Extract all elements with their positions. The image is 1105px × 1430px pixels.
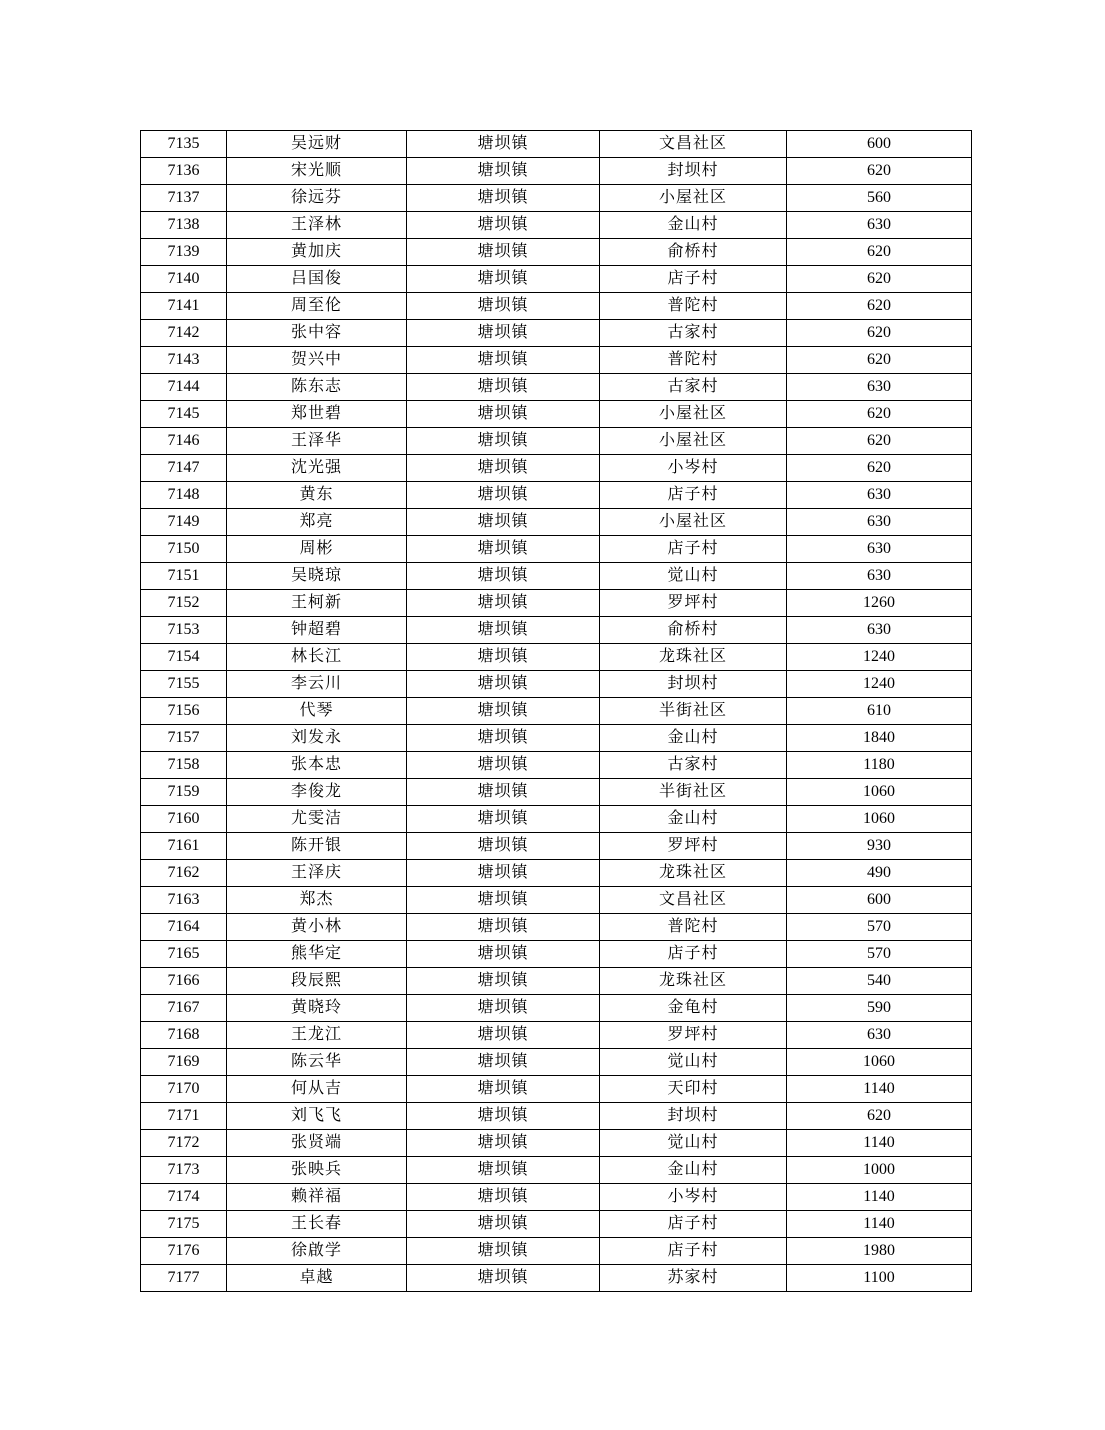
table-cell-town: 塘坝镇 [407, 1157, 600, 1184]
table-cell-id: 7173 [141, 1157, 227, 1184]
table-cell-amount: 560 [787, 185, 972, 212]
table-row [141, 158, 972, 185]
table-cell-amount: 1240 [787, 644, 972, 671]
table-row [141, 563, 972, 590]
table-cell-village: 龙珠社区 [600, 644, 787, 671]
table-cell-village: 金龟村 [600, 995, 787, 1022]
table-cell-name: 张贤端 [227, 1130, 407, 1157]
table-cell-name: 贺兴中 [227, 347, 407, 374]
table-cell-name: 熊华定 [227, 941, 407, 968]
table-row [141, 941, 972, 968]
table-row [141, 1265, 972, 1292]
table-row [141, 1076, 972, 1103]
table-cell-id: 7150 [141, 536, 227, 563]
table-cell-town: 塘坝镇 [407, 1238, 600, 1265]
table-cell-amount: 630 [787, 563, 972, 590]
table-cell-id: 7155 [141, 671, 227, 698]
table-row [141, 806, 972, 833]
table-cell-name: 王长春 [227, 1211, 407, 1238]
table-cell-id: 7139 [141, 239, 227, 266]
table-cell-village: 半街社区 [600, 698, 787, 725]
table-cell-name: 徐远芬 [227, 185, 407, 212]
table-cell-amount: 620 [787, 455, 972, 482]
table-cell-id: 7138 [141, 212, 227, 239]
table-cell-village: 文昌社区 [600, 887, 787, 914]
table-cell-town: 塘坝镇 [407, 185, 600, 212]
table-cell-town: 塘坝镇 [407, 887, 600, 914]
table-cell-town: 塘坝镇 [407, 1265, 600, 1292]
table-cell-town: 塘坝镇 [407, 752, 600, 779]
table-cell-name: 林长江 [227, 644, 407, 671]
table-cell-village: 觉山村 [600, 1049, 787, 1076]
table-cell-amount: 1140 [787, 1076, 972, 1103]
table-cell-village: 普陀村 [600, 914, 787, 941]
table-cell-amount: 630 [787, 509, 972, 536]
table-cell-id: 7141 [141, 293, 227, 320]
table-cell-amount: 630 [787, 482, 972, 509]
table-cell-town: 塘坝镇 [407, 806, 600, 833]
table-row [141, 266, 972, 293]
table-cell-town: 塘坝镇 [407, 1211, 600, 1238]
table-cell-town: 塘坝镇 [407, 779, 600, 806]
table-cell-amount: 1060 [787, 779, 972, 806]
table-cell-village: 小屋社区 [600, 185, 787, 212]
table-cell-name: 郑世碧 [227, 401, 407, 428]
table-cell-village: 店子村 [600, 482, 787, 509]
table-cell-town: 塘坝镇 [407, 158, 600, 185]
table-cell-village: 龙珠社区 [600, 968, 787, 995]
table-cell-village: 俞桥村 [600, 239, 787, 266]
table-cell-town: 塘坝镇 [407, 698, 600, 725]
table-cell-id: 7136 [141, 158, 227, 185]
table-cell-name: 代琴 [227, 698, 407, 725]
table-cell-id: 7156 [141, 698, 227, 725]
table-cell-amount: 630 [787, 536, 972, 563]
table-row [141, 1238, 972, 1265]
table-cell-name: 王柯新 [227, 590, 407, 617]
table-cell-town: 塘坝镇 [407, 995, 600, 1022]
table-row [141, 644, 972, 671]
table-cell-amount: 620 [787, 1103, 972, 1130]
table-cell-village: 俞桥村 [600, 617, 787, 644]
table-cell-id: 7166 [141, 968, 227, 995]
table-cell-village: 封坝村 [600, 1103, 787, 1130]
table-cell-amount: 570 [787, 914, 972, 941]
table-row [141, 914, 972, 941]
table-cell-town: 塘坝镇 [407, 374, 600, 401]
table-row [141, 1184, 972, 1211]
table-cell-name: 周彬 [227, 536, 407, 563]
table-cell-village: 普陀村 [600, 293, 787, 320]
table-cell-id: 7148 [141, 482, 227, 509]
table-cell-town: 塘坝镇 [407, 644, 600, 671]
table-row [141, 1157, 972, 1184]
table-cell-amount: 1100 [787, 1265, 972, 1292]
table-cell-village: 苏家村 [600, 1265, 787, 1292]
table-cell-village: 小屋社区 [600, 401, 787, 428]
table-cell-amount: 620 [787, 239, 972, 266]
table-cell-town: 塘坝镇 [407, 131, 600, 158]
table-cell-amount: 620 [787, 401, 972, 428]
table-cell-name: 张本忠 [227, 752, 407, 779]
table-cell-town: 塘坝镇 [407, 968, 600, 995]
table-cell-id: 7165 [141, 941, 227, 968]
table-cell-id: 7169 [141, 1049, 227, 1076]
table-cell-town: 塘坝镇 [407, 1184, 600, 1211]
table-cell-village: 店子村 [600, 1238, 787, 1265]
table-cell-name: 徐啟学 [227, 1238, 407, 1265]
table-cell-town: 塘坝镇 [407, 428, 600, 455]
table-cell-amount: 600 [787, 131, 972, 158]
table-cell-id: 7140 [141, 266, 227, 293]
table-cell-name: 段辰熙 [227, 968, 407, 995]
table-cell-amount: 570 [787, 941, 972, 968]
table-row [141, 995, 972, 1022]
table-row [141, 725, 972, 752]
table-row [141, 455, 972, 482]
table-cell-id: 7171 [141, 1103, 227, 1130]
table-cell-village: 罗坪村 [600, 590, 787, 617]
table-cell-id: 7163 [141, 887, 227, 914]
table-cell-amount: 630 [787, 617, 972, 644]
table-cell-name: 王泽庆 [227, 860, 407, 887]
table-cell-village: 古家村 [600, 320, 787, 347]
table-cell-town: 塘坝镇 [407, 1103, 600, 1130]
table-cell-village: 店子村 [600, 1211, 787, 1238]
table-cell-id: 7159 [141, 779, 227, 806]
table-cell-amount: 620 [787, 293, 972, 320]
table-cell-name: 王龙江 [227, 1022, 407, 1049]
table-cell-village: 店子村 [600, 266, 787, 293]
table-cell-name: 黄东 [227, 482, 407, 509]
table-cell-town: 塘坝镇 [407, 212, 600, 239]
table-cell-name: 尤雯洁 [227, 806, 407, 833]
table-cell-id: 7157 [141, 725, 227, 752]
table-cell-village: 店子村 [600, 536, 787, 563]
table-cell-id: 7145 [141, 401, 227, 428]
table-cell-name: 宋光顺 [227, 158, 407, 185]
table-row [141, 833, 972, 860]
table-cell-name: 陈云华 [227, 1049, 407, 1076]
table-row [141, 374, 972, 401]
table-cell-name: 王泽华 [227, 428, 407, 455]
table-row [141, 1211, 972, 1238]
table-cell-town: 塘坝镇 [407, 266, 600, 293]
table-row [141, 968, 972, 995]
table-cell-village: 古家村 [600, 752, 787, 779]
table-cell-town: 塘坝镇 [407, 1076, 600, 1103]
table-cell-amount: 1840 [787, 725, 972, 752]
table-body [141, 131, 972, 1292]
table-cell-village: 觉山村 [600, 563, 787, 590]
table-cell-name: 周至伦 [227, 293, 407, 320]
table-cell-amount: 630 [787, 212, 972, 239]
table-cell-town: 塘坝镇 [407, 455, 600, 482]
table-cell-id: 7162 [141, 860, 227, 887]
table-cell-village: 觉山村 [600, 1130, 787, 1157]
table-cell-town: 塘坝镇 [407, 671, 600, 698]
table-cell-amount: 620 [787, 428, 972, 455]
table-cell-town: 塘坝镇 [407, 239, 600, 266]
table-cell-amount: 610 [787, 698, 972, 725]
table-cell-village: 金山村 [600, 806, 787, 833]
table-cell-name: 陈东志 [227, 374, 407, 401]
table-cell-village: 金山村 [600, 212, 787, 239]
table-row [141, 509, 972, 536]
table-row [141, 536, 972, 563]
table-cell-village: 小岑村 [600, 1184, 787, 1211]
table-cell-town: 塘坝镇 [407, 590, 600, 617]
table-cell-village: 罗坪村 [600, 1022, 787, 1049]
table-cell-town: 塘坝镇 [407, 401, 600, 428]
table-cell-amount: 1000 [787, 1157, 972, 1184]
table-cell-id: 7174 [141, 1184, 227, 1211]
table-cell-town: 塘坝镇 [407, 347, 600, 374]
table-cell-village: 金山村 [600, 1157, 787, 1184]
table-row [141, 212, 972, 239]
table-cell-town: 塘坝镇 [407, 536, 600, 563]
table-cell-town: 塘坝镇 [407, 941, 600, 968]
table-row [141, 185, 972, 212]
table-cell-id: 7146 [141, 428, 227, 455]
table-cell-amount: 620 [787, 320, 972, 347]
table-cell-name: 李云川 [227, 671, 407, 698]
table-row [141, 239, 972, 266]
table-cell-village: 半街社区 [600, 779, 787, 806]
table-cell-amount: 1980 [787, 1238, 972, 1265]
table-cell-village: 文昌社区 [600, 131, 787, 158]
table-cell-amount: 590 [787, 995, 972, 1022]
table-cell-id: 7175 [141, 1211, 227, 1238]
table-cell-name: 卓越 [227, 1265, 407, 1292]
table-row [141, 779, 972, 806]
table-cell-id: 7168 [141, 1022, 227, 1049]
table-row [141, 698, 972, 725]
table-cell-name: 何从吉 [227, 1076, 407, 1103]
table-row [141, 887, 972, 914]
table-cell-id: 7152 [141, 590, 227, 617]
table-cell-village: 封坝村 [600, 158, 787, 185]
table-cell-town: 塘坝镇 [407, 725, 600, 752]
table-cell-name: 郑杰 [227, 887, 407, 914]
table-cell-amount: 1260 [787, 590, 972, 617]
table-cell-town: 塘坝镇 [407, 617, 600, 644]
table-cell-id: 7147 [141, 455, 227, 482]
table-cell-town: 塘坝镇 [407, 860, 600, 887]
table-cell-town: 塘坝镇 [407, 1049, 600, 1076]
table-cell-name: 钟超碧 [227, 617, 407, 644]
table-row [141, 590, 972, 617]
table-cell-village: 小屋社区 [600, 428, 787, 455]
table-cell-name: 黄晓玲 [227, 995, 407, 1022]
table-cell-amount: 930 [787, 833, 972, 860]
table-cell-id: 7144 [141, 374, 227, 401]
table-cell-name: 吕国俊 [227, 266, 407, 293]
table-cell-id: 7135 [141, 131, 227, 158]
table-cell-amount: 1180 [787, 752, 972, 779]
table-cell-name: 赖祥福 [227, 1184, 407, 1211]
table-cell-amount: 490 [787, 860, 972, 887]
table-row [141, 671, 972, 698]
table-cell-town: 塘坝镇 [407, 509, 600, 536]
table-cell-name: 吴晓琼 [227, 563, 407, 590]
table-cell-amount: 620 [787, 347, 972, 374]
table-row [141, 428, 972, 455]
table-cell-amount: 620 [787, 158, 972, 185]
table-cell-amount: 1140 [787, 1211, 972, 1238]
table-cell-amount: 620 [787, 266, 972, 293]
table-cell-name: 吴远财 [227, 131, 407, 158]
table-cell-village: 封坝村 [600, 671, 787, 698]
table-cell-id: 7160 [141, 806, 227, 833]
table-cell-name: 刘飞飞 [227, 1103, 407, 1130]
table-cell-name: 张映兵 [227, 1157, 407, 1184]
table-cell-id: 7153 [141, 617, 227, 644]
table-cell-town: 塘坝镇 [407, 320, 600, 347]
table-cell-town: 塘坝镇 [407, 1022, 600, 1049]
table-cell-amount: 600 [787, 887, 972, 914]
table-cell-id: 7149 [141, 509, 227, 536]
table-cell-name: 郑亮 [227, 509, 407, 536]
table-row [141, 320, 972, 347]
table-cell-id: 7151 [141, 563, 227, 590]
table-cell-village: 店子村 [600, 941, 787, 968]
table-cell-amount: 1060 [787, 806, 972, 833]
table-cell-name: 沈光强 [227, 455, 407, 482]
table-row [141, 131, 972, 158]
table-cell-village: 罗坪村 [600, 833, 787, 860]
table-row [141, 617, 972, 644]
table-cell-name: 黄小林 [227, 914, 407, 941]
table-cell-village: 龙珠社区 [600, 860, 787, 887]
table-cell-id: 7161 [141, 833, 227, 860]
table-cell-amount: 1060 [787, 1049, 972, 1076]
table-cell-name: 黄加庆 [227, 239, 407, 266]
table-row [141, 1049, 972, 1076]
table-cell-town: 塘坝镇 [407, 833, 600, 860]
table-cell-amount: 1140 [787, 1184, 972, 1211]
table-cell-amount: 1140 [787, 1130, 972, 1157]
table-row [141, 401, 972, 428]
data-table [140, 130, 972, 1292]
table-cell-village: 小屋社区 [600, 509, 787, 536]
table-cell-amount: 630 [787, 374, 972, 401]
table-row [141, 1022, 972, 1049]
table-cell-name: 张中容 [227, 320, 407, 347]
table-row [141, 482, 972, 509]
table-cell-village: 天印村 [600, 1076, 787, 1103]
table-cell-village: 金山村 [600, 725, 787, 752]
table-cell-amount: 540 [787, 968, 972, 995]
table-cell-id: 7172 [141, 1130, 227, 1157]
table-cell-id: 7154 [141, 644, 227, 671]
table-cell-id: 7164 [141, 914, 227, 941]
table-row [141, 1103, 972, 1130]
table-cell-id: 7143 [141, 347, 227, 374]
table-row [141, 293, 972, 320]
table-cell-name: 刘发永 [227, 725, 407, 752]
table-cell-amount: 630 [787, 1022, 972, 1049]
table-cell-name: 王泽林 [227, 212, 407, 239]
table-cell-id: 7158 [141, 752, 227, 779]
table-row [141, 1130, 972, 1157]
table-cell-town: 塘坝镇 [407, 914, 600, 941]
table-cell-name: 陈开银 [227, 833, 407, 860]
table-cell-town: 塘坝镇 [407, 1130, 600, 1157]
table-cell-id: 7137 [141, 185, 227, 212]
table-cell-id: 7167 [141, 995, 227, 1022]
table-cell-village: 普陀村 [600, 347, 787, 374]
table-cell-id: 7177 [141, 1265, 227, 1292]
table-cell-name: 李俊龙 [227, 779, 407, 806]
table-cell-id: 7142 [141, 320, 227, 347]
table-cell-id: 7176 [141, 1238, 227, 1265]
table-row [141, 752, 972, 779]
table-cell-amount: 1240 [787, 671, 972, 698]
table-cell-town: 塘坝镇 [407, 293, 600, 320]
table-row [141, 347, 972, 374]
table-row [141, 860, 972, 887]
table-cell-village: 小岑村 [600, 455, 787, 482]
table-cell-town: 塘坝镇 [407, 482, 600, 509]
table-cell-village: 古家村 [600, 374, 787, 401]
table-cell-id: 7170 [141, 1076, 227, 1103]
table-cell-town: 塘坝镇 [407, 563, 600, 590]
